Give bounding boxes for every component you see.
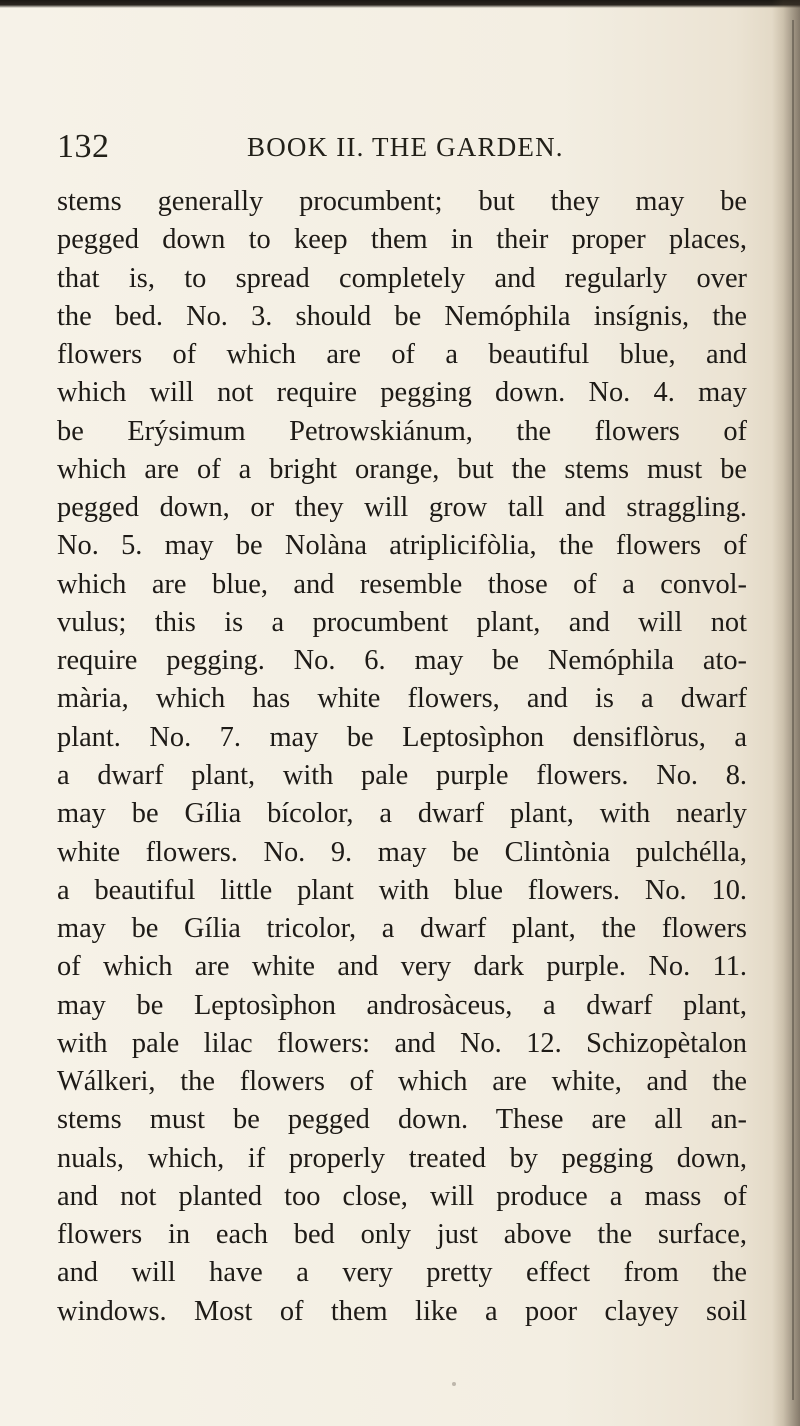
- text-line: may be Leptosìphon androsàceus, a dwarf plant,: [57, 989, 747, 1021]
- text-line: No. 5. may be Nolàna atriplicifòlia, the flowers of: [57, 530, 747, 562]
- text-line: mària, which has white flowers, and is a dwarf: [57, 683, 747, 715]
- text-line: which are blue, and resemble those of a convol-: [57, 568, 747, 600]
- text-line: that is, to spread completely and regularly over: [57, 262, 747, 294]
- text-line: windows. Most of them like a poor clayey soil: [57, 1295, 747, 1327]
- header-title: BOOK II. THE GARDEN.: [247, 132, 564, 162]
- paper-speck: [452, 1382, 456, 1386]
- page-edge-shadow: [772, 0, 800, 1426]
- text-line: and will have a very pretty effect from the: [57, 1257, 747, 1289]
- text-line: pegged down to keep them in their proper places,: [57, 224, 747, 256]
- text-line: and not planted too close, will produce a mass of: [57, 1180, 747, 1212]
- text-line: of which are white and very dark purple. No. 11.: [57, 951, 747, 983]
- text-line: which are of a bright orange, but the stems must be: [57, 453, 747, 485]
- text-line: a beautiful little plant with blue flowers. No. 10.: [57, 874, 747, 906]
- text-line: may be Gília tricolor, a dwarf plant, the flowers: [57, 913, 747, 945]
- text-line: be Erýsimum Petrowskiánum, the flowers of: [57, 415, 747, 447]
- text-line: require pegging. No. 6. may be Nemóphila ato-: [57, 645, 747, 677]
- text-line: plant. No. 7. may be Leptosìphon densiflòrus, a: [57, 721, 747, 753]
- text-line: the bed. No. 3. should be Nemóphila insígnis, the: [57, 300, 747, 332]
- text-line: nuals, which, if properly treated by pegging down,: [57, 1142, 747, 1174]
- page-edge-line: [792, 20, 794, 1400]
- body-text: [57, 183, 747, 1331]
- text-line: stems must be pegged down. These are all an-: [57, 1104, 747, 1136]
- running-head: [57, 128, 747, 174]
- text-line: stems generally procumbent; but they may be: [57, 186, 747, 217]
- text-line: which will not require pegging down. No. 4. may: [57, 377, 747, 409]
- top-border: [0, 0, 800, 8]
- text-line: flowers of which are of a beautiful blue, and: [57, 339, 747, 371]
- text-line: may be Gília bícolor, a dwarf plant, with nearly: [57, 798, 747, 830]
- text-line: flowers in each bed only just above the surface,: [57, 1219, 747, 1251]
- text-line: a dwarf plant, with pale purple flowers. No. 8.: [57, 759, 747, 791]
- text-line: vulus; this is a procumbent plant, and will not: [57, 606, 747, 638]
- text-line: with pale lilac flowers: and No. 12. Schizopètalon: [57, 1027, 747, 1059]
- text-line: pegged down, or they will grow tall and straggling.: [57, 492, 747, 524]
- page-number: 132: [57, 128, 110, 165]
- text-line: Wálkeri, the flowers of which are white, and the: [57, 1066, 747, 1098]
- text-line: white flowers. No. 9. may be Clintònia pulchélla,: [57, 836, 747, 868]
